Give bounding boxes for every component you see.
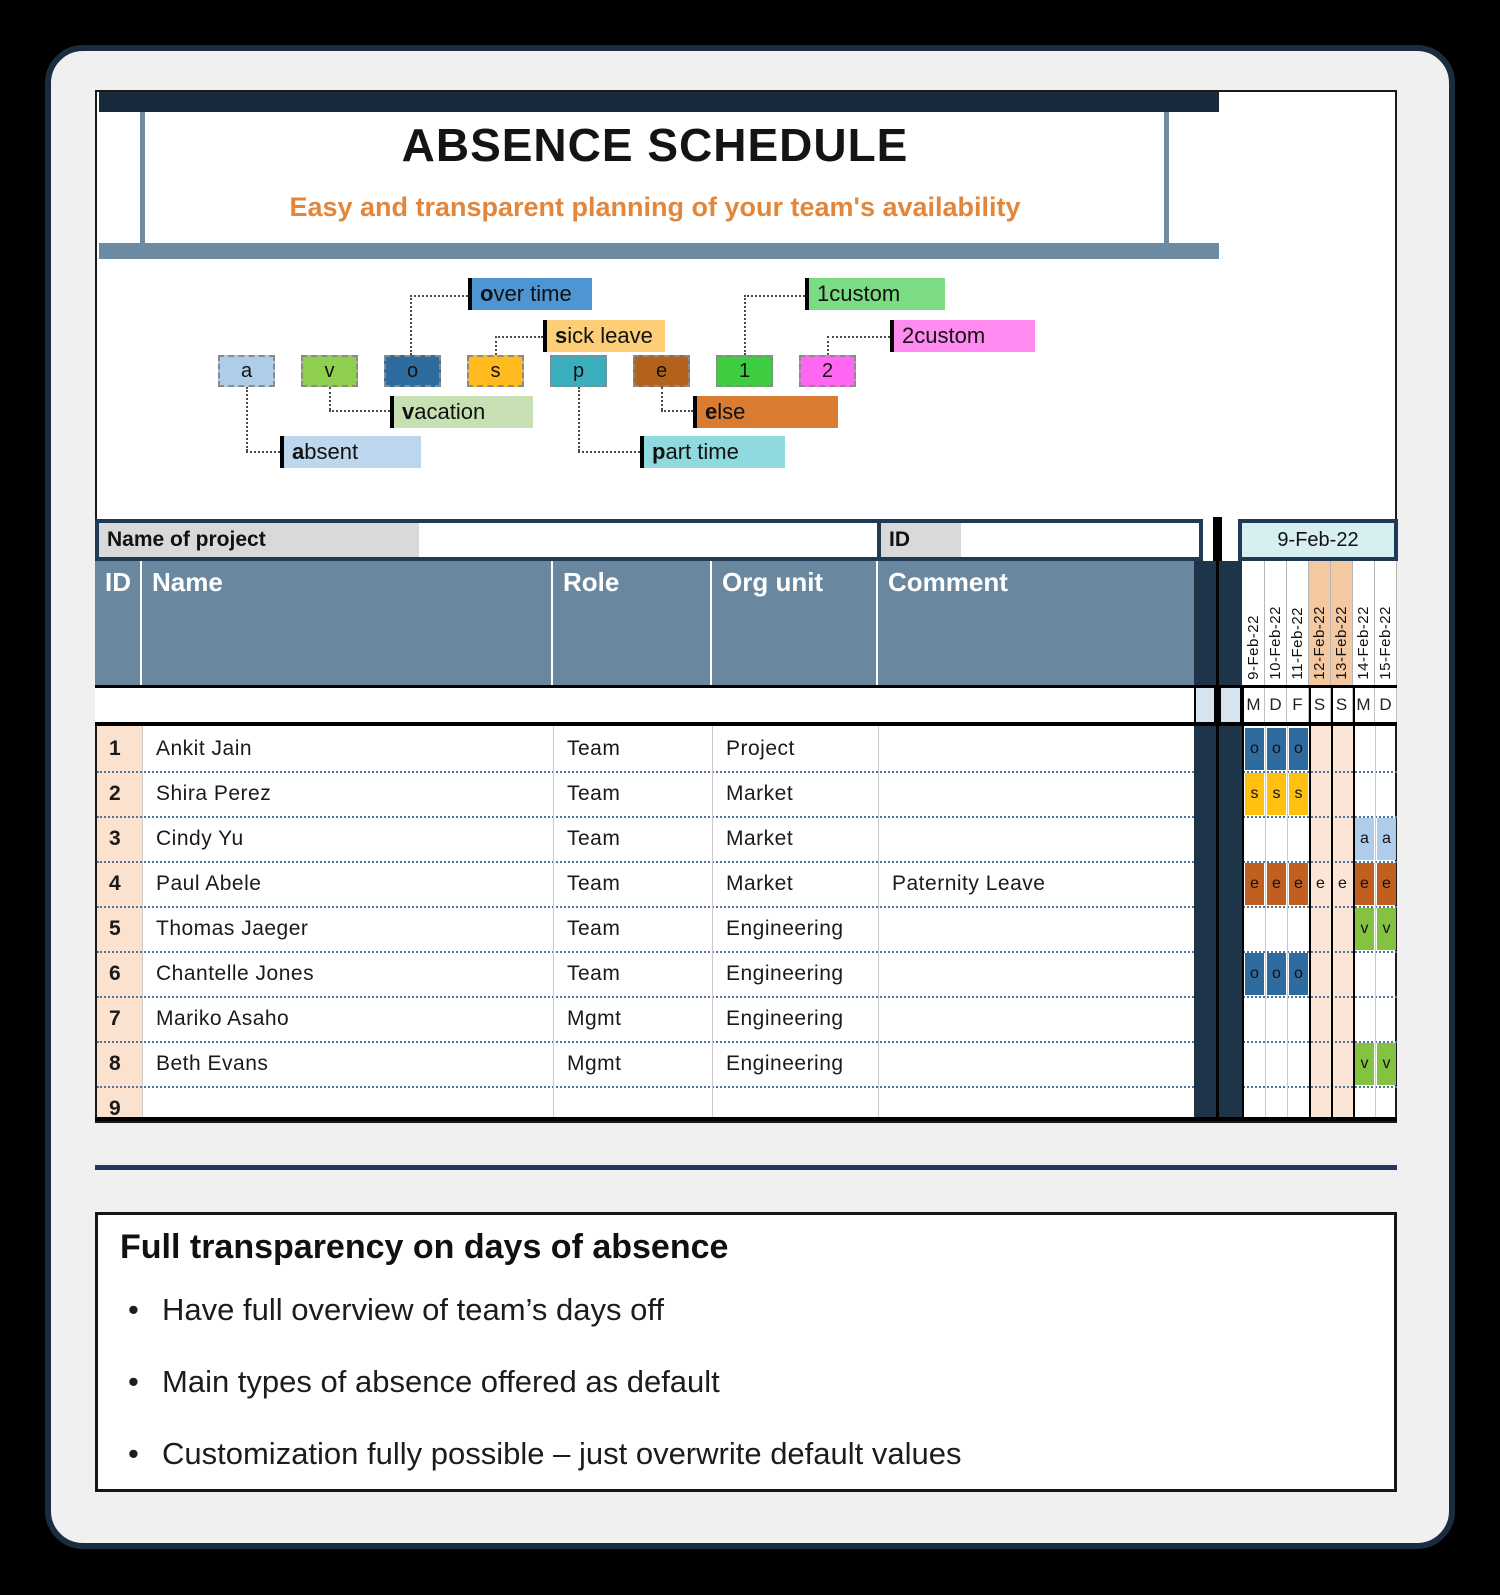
absence-mark-a[interactable]: a — [1377, 818, 1396, 860]
cell-comment[interactable] — [878, 951, 1194, 996]
legend-connector — [495, 336, 543, 338]
table-row — [97, 906, 1194, 951]
date-header-10-Feb-22: 10-Feb-22 — [1265, 561, 1287, 685]
page-title: ABSENCE SCHEDULE — [401, 119, 909, 171]
legend-key-1[interactable]: 1 — [716, 355, 773, 387]
cell-name[interactable]: Ankit Jain — [156, 737, 253, 760]
row-separator — [1243, 816, 1397, 818]
row-separator — [97, 951, 1194, 953]
legend-connector — [661, 410, 693, 412]
weekend-border-line — [1309, 688, 1311, 1117]
cell-comment[interactable] — [878, 996, 1194, 1041]
absence-mark-s[interactable]: s — [1267, 773, 1286, 815]
date-column-separator — [1375, 726, 1376, 1117]
section-divider — [95, 1165, 1397, 1170]
project-name-input[interactable] — [419, 523, 881, 557]
row-separator — [1243, 1086, 1397, 1088]
legend-connector — [329, 387, 331, 410]
legend-label-part-time: part time — [640, 436, 785, 468]
legend-connector — [578, 451, 640, 453]
absence-mark-s[interactable]: s — [1245, 773, 1264, 815]
page-subtitle: Easy and transparent planning of your team's availability — [289, 192, 1021, 222]
legend-label-else: else — [693, 396, 838, 428]
legend-key-o[interactable]: o — [384, 355, 441, 387]
column-header-name: Name — [142, 561, 553, 685]
table-row — [97, 996, 1194, 1041]
cell-comment[interactable] — [878, 906, 1194, 951]
legend-label-overtime: over time — [468, 278, 592, 310]
weekend-border-line — [1242, 688, 1244, 1117]
row-separator — [1243, 771, 1397, 773]
cell-role[interactable]: Team — [567, 782, 621, 805]
cell-id: 2 — [97, 771, 142, 816]
day-letter: F — [1287, 688, 1309, 722]
cell-org[interactable]: Engineering — [726, 1007, 844, 1030]
absence-mark-e[interactable]: e — [1355, 863, 1374, 905]
absence-mark-a[interactable]: a — [1355, 818, 1374, 860]
separator-bar — [1213, 517, 1222, 563]
info-heading: Full transparency on days of absence — [120, 1228, 729, 1266]
row-separator — [1243, 1041, 1397, 1043]
cell-org[interactable]: Project — [726, 737, 795, 760]
legend-connector — [827, 336, 890, 338]
legend-connector — [578, 387, 580, 451]
cell-org[interactable]: Market — [726, 827, 794, 850]
table-row — [97, 816, 1194, 861]
absence-mark-e[interactable]: e — [1245, 863, 1264, 905]
cell-role[interactable]: Team — [567, 962, 621, 985]
date-column-headers — [1243, 561, 1397, 685]
cell-name[interactable] — [142, 1086, 553, 1117]
cell-id: 7 — [97, 996, 142, 1041]
legend-label-custom1: 1custom — [805, 278, 945, 310]
column-separator — [712, 726, 713, 1117]
absence-mark-v[interactable]: v — [1355, 908, 1374, 950]
cell-name[interactable]: Paul Abele — [156, 872, 262, 895]
cell-comment[interactable] — [878, 726, 1194, 771]
project-bar — [95, 519, 1203, 561]
cell-id: 5 — [97, 906, 142, 951]
cell-id: 3 — [97, 816, 142, 861]
legend-label-sick-leave: sick leave — [543, 320, 665, 352]
absence-mark-e[interactable]: e — [1333, 863, 1352, 905]
weekend-border-line — [1331, 688, 1333, 1117]
project-id-label: ID — [881, 523, 961, 557]
table-row — [97, 771, 1194, 816]
legend-label-absent: absent — [280, 436, 421, 468]
legend-connector — [246, 451, 280, 453]
column-header-role: Role — [553, 561, 712, 685]
date-header-9-Feb-22: 9-Feb-22 — [1243, 561, 1265, 685]
cell-org[interactable]: Engineering — [726, 962, 844, 985]
cell-comment[interactable] — [878, 816, 1194, 861]
table-bottom-border — [95, 1117, 1397, 1121]
legend-connector — [495, 336, 497, 355]
cell-role[interactable]: Team — [567, 872, 621, 895]
top-accent-bar — [99, 92, 1219, 112]
column-separator — [553, 726, 554, 1117]
title-left-rule — [140, 112, 145, 243]
cell-id: 6 — [97, 951, 142, 996]
gutter-stripe-light — [1194, 688, 1216, 722]
absence-mark-o[interactable]: o — [1267, 728, 1286, 770]
cell-role[interactable]: Team — [567, 827, 621, 850]
weekend-border-line — [1353, 688, 1355, 1117]
table-row — [97, 861, 1194, 906]
legend-connector — [246, 387, 248, 451]
row-separator — [97, 1086, 1194, 1088]
day-letter: M — [1353, 688, 1375, 722]
cell-role[interactable]: Mgmt — [567, 1052, 622, 1075]
day-letter: S — [1331, 688, 1353, 722]
day-letter: M — [1243, 688, 1265, 722]
project-name-label: Name of project — [99, 523, 419, 557]
date-column-separator — [1265, 726, 1266, 1117]
column-header-id: ID — [95, 561, 142, 685]
cell-comment[interactable] — [878, 1086, 1194, 1117]
day-letter: S — [1309, 688, 1331, 722]
cell-org[interactable]: Engineering — [726, 1052, 844, 1075]
cell-id: 4 — [97, 861, 142, 906]
date-header-14-Feb-22: 14-Feb-22 — [1353, 561, 1375, 685]
legend-connector — [661, 387, 663, 410]
gutter-stripe — [1194, 561, 1216, 685]
row-separator — [1243, 951, 1397, 953]
title-right-rule — [1164, 112, 1169, 243]
legend-label-custom2: 2custom — [890, 320, 1035, 352]
title-bottom-bar — [99, 243, 1219, 259]
absence-mark-o[interactable]: o — [1245, 728, 1264, 770]
cell-role[interactable]: Mgmt — [567, 1007, 622, 1030]
gutter-stripe — [1194, 726, 1216, 1117]
absence-mark-v[interactable]: v — [1355, 1043, 1374, 1085]
cell-org[interactable]: Market — [726, 872, 794, 895]
cell-role[interactable]: Team — [567, 917, 621, 940]
row-separator — [1243, 861, 1397, 863]
info-bullet: • Have full overview of team’s days off — [128, 1292, 664, 1327]
row-separator — [97, 861, 1194, 863]
absence-mark-o[interactable]: o — [1289, 953, 1308, 995]
cell-id: 1 — [97, 726, 142, 771]
project-id-input[interactable] — [961, 523, 1199, 557]
legend-connector — [410, 295, 468, 297]
legend-key-2[interactable]: 2 — [799, 355, 856, 387]
day-letter: D — [1265, 688, 1287, 722]
legend-key-s[interactable]: s — [467, 355, 524, 387]
gutter-stripe-light — [1219, 688, 1242, 722]
start-date-cell[interactable]: 9-Feb-22 — [1238, 519, 1398, 561]
cell-comment[interactable] — [878, 771, 1194, 816]
weekend-column — [1309, 726, 1331, 1117]
gutter-stripe — [1219, 561, 1242, 685]
cell-comment[interactable]: Paternity Leave — [892, 872, 1046, 895]
table-row — [97, 1041, 1194, 1086]
date-header-12-Feb-22: 12-Feb-22 — [1309, 561, 1331, 685]
gutter-divider-line — [1216, 561, 1219, 1117]
row-separator — [97, 816, 1194, 818]
table-header-row — [95, 561, 1194, 685]
cell-name[interactable]: Shira Perez — [156, 782, 272, 805]
cell-name[interactable]: Beth Evans — [156, 1052, 269, 1075]
cell-id: 8 — [97, 1041, 142, 1086]
row-separator — [97, 906, 1194, 908]
legend-key-e[interactable]: e — [633, 355, 690, 387]
day-letters — [1243, 688, 1397, 722]
column-header-org-unit: Org unit — [712, 561, 878, 685]
cell-org[interactable] — [712, 1086, 878, 1117]
absence-mark-v[interactable]: v — [1377, 1043, 1396, 1085]
legend-key-a[interactable]: a — [218, 355, 275, 387]
absence-mark-o[interactable]: o — [1245, 953, 1264, 995]
absence-mark-v[interactable]: v — [1377, 908, 1396, 950]
date-header-11-Feb-22: 11-Feb-22 — [1287, 561, 1309, 685]
date-header-13-Feb-22: 13-Feb-22 — [1331, 561, 1353, 685]
legend-key-p[interactable]: p — [550, 355, 607, 387]
legend-label-vacation: vacation — [390, 396, 533, 428]
absence-mark-s[interactable]: s — [1289, 773, 1308, 815]
column-header-comment: Comment — [888, 567, 1008, 597]
legend-connector — [827, 336, 829, 355]
absence-mark-o[interactable]: o — [1289, 728, 1308, 770]
table-row — [97, 726, 1194, 771]
gutter-stripe — [1219, 726, 1242, 1117]
row-separator — [97, 996, 1194, 998]
cell-role[interactable] — [553, 1086, 712, 1117]
row-separator — [1243, 996, 1397, 998]
row-separator — [97, 1041, 1194, 1043]
cell-org[interactable]: Engineering — [726, 917, 844, 940]
weekend-column — [1331, 726, 1353, 1117]
legend-connector — [329, 410, 390, 412]
day-letter: D — [1375, 688, 1397, 722]
info-bullet: • Customization fully possible – just overwrite default values — [128, 1436, 962, 1471]
cell-name[interactable]: Mariko Asaho — [156, 1007, 290, 1030]
row-separator — [1243, 906, 1397, 908]
legend-connector — [410, 295, 412, 355]
column-separator — [142, 726, 143, 1117]
cell-name[interactable]: Cindy Yu — [156, 827, 244, 850]
legend-key-v[interactable]: v — [301, 355, 358, 387]
absence-mark-o[interactable]: o — [1267, 953, 1286, 995]
cell-name[interactable]: Thomas Jaeger — [156, 917, 309, 940]
column-separator — [878, 726, 879, 1117]
cell-comment[interactable] — [878, 1041, 1194, 1086]
legend-connector — [744, 295, 805, 297]
cell-org[interactable]: Market — [726, 782, 794, 805]
table-row — [97, 951, 1194, 996]
absence-mark-e[interactable]: e — [1267, 863, 1286, 905]
absence-mark-e[interactable]: e — [1289, 863, 1308, 905]
info-bullet: • Main types of absence offered as default — [128, 1364, 720, 1399]
row-separator — [97, 771, 1194, 773]
date-header-15-Feb-22: 15-Feb-22 — [1375, 561, 1397, 685]
legend-connector — [744, 295, 746, 355]
date-column-separator — [1287, 726, 1288, 1117]
cell-role[interactable]: Team — [567, 737, 621, 760]
cell-id: 9 — [97, 1086, 142, 1117]
absence-mark-e[interactable]: e — [1311, 863, 1330, 905]
absence-mark-e[interactable]: e — [1377, 863, 1396, 905]
cell-name[interactable]: Chantelle Jones — [156, 962, 315, 985]
table-row — [97, 1086, 1194, 1117]
